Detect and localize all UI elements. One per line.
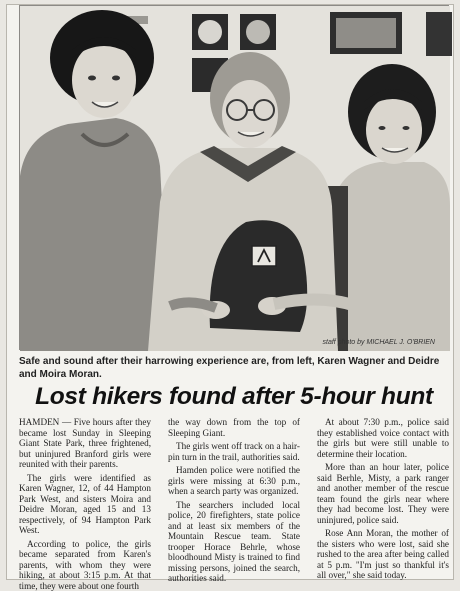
moira-eye-left [379, 126, 386, 130]
moira-eye-right [403, 126, 410, 130]
wall-frame-2-art [246, 20, 270, 44]
paragraph: According to police, the girls became separated from Karen's parents, with whom they were hiking, at about 3:15 p.m. At that time, they were about one fourth [19, 539, 151, 591]
article-column-3 [317, 417, 449, 579]
karen-eye-right [112, 76, 120, 81]
deidre-face [222, 80, 278, 148]
article-body [19, 417, 449, 579]
wall-frame-4-art [336, 18, 396, 48]
newspaper-clipping [6, 4, 454, 580]
paragraph: The girls went off track on a hair-pin turn in the trail, authorities said. [168, 441, 300, 462]
paragraph: More than an hour later, police said Berhle, Misty, a park ranger and another member of the rescue team found the girls near where they had become lost. They were uninjured, police said. [317, 462, 449, 525]
article-column-2 [168, 417, 300, 579]
karen-eye-left [88, 76, 96, 81]
photo-caption: Safe and sound after their harrowing experience are, from left, Karen Wagner and Deidre and Moira Moran. [19, 355, 449, 381]
paragraph: The searchers included local police, 20 firefighters, state police and at least six members of the Mountain Rescue team. State trooper Horace Behrle, whose bloodhound Misty is trained to find missing persons, joined the search, authorities said. [168, 500, 300, 584]
paragraph: Hamden police were notified the girls were missing at 6:30 p.m., when a search party was organized. [168, 465, 300, 497]
paragraph: The girls were identified as Karen Wagner, 12, of 44 Hampton Park West, and sisters Moira and Deidre Moran, aged 15 and 13 respectively, of 94 Hampton Park West. [19, 473, 151, 536]
karen-sweatshirt [20, 118, 170, 351]
wall-frame-1-art [198, 20, 222, 44]
news-photo [19, 5, 449, 350]
headline: Lost hikers found after 5-hour hunt [19, 383, 449, 411]
moira-arm [274, 299, 356, 306]
karen-arm [170, 302, 216, 308]
paragraph: the way down from the top of Sleeping Giant. [168, 417, 300, 438]
wall-frame-5 [426, 12, 452, 56]
paragraph: Rose Ann Moran, the mother of the sisters who were lost, said she rushed to the area after being called at 5 p.m. "I'm just so thankful it's all over," she said today. [317, 528, 449, 581]
moira-face [366, 96, 422, 164]
paragraph: At about 7:30 p.m., police said they established voice contact with the girls but were still unable to determine their location. [317, 417, 449, 459]
photo-illustration [20, 6, 450, 351]
paragraph: HAMDEN — Five hours after they became lost Sunday in Sleeping Giant State Park, three frightened, but uninjured Branford girls were reunited with their parents. [19, 417, 151, 470]
photo-credit: staff photo by MICHAEL J. O'BRIEN [323, 339, 435, 346]
article-column-1 [19, 417, 151, 579]
